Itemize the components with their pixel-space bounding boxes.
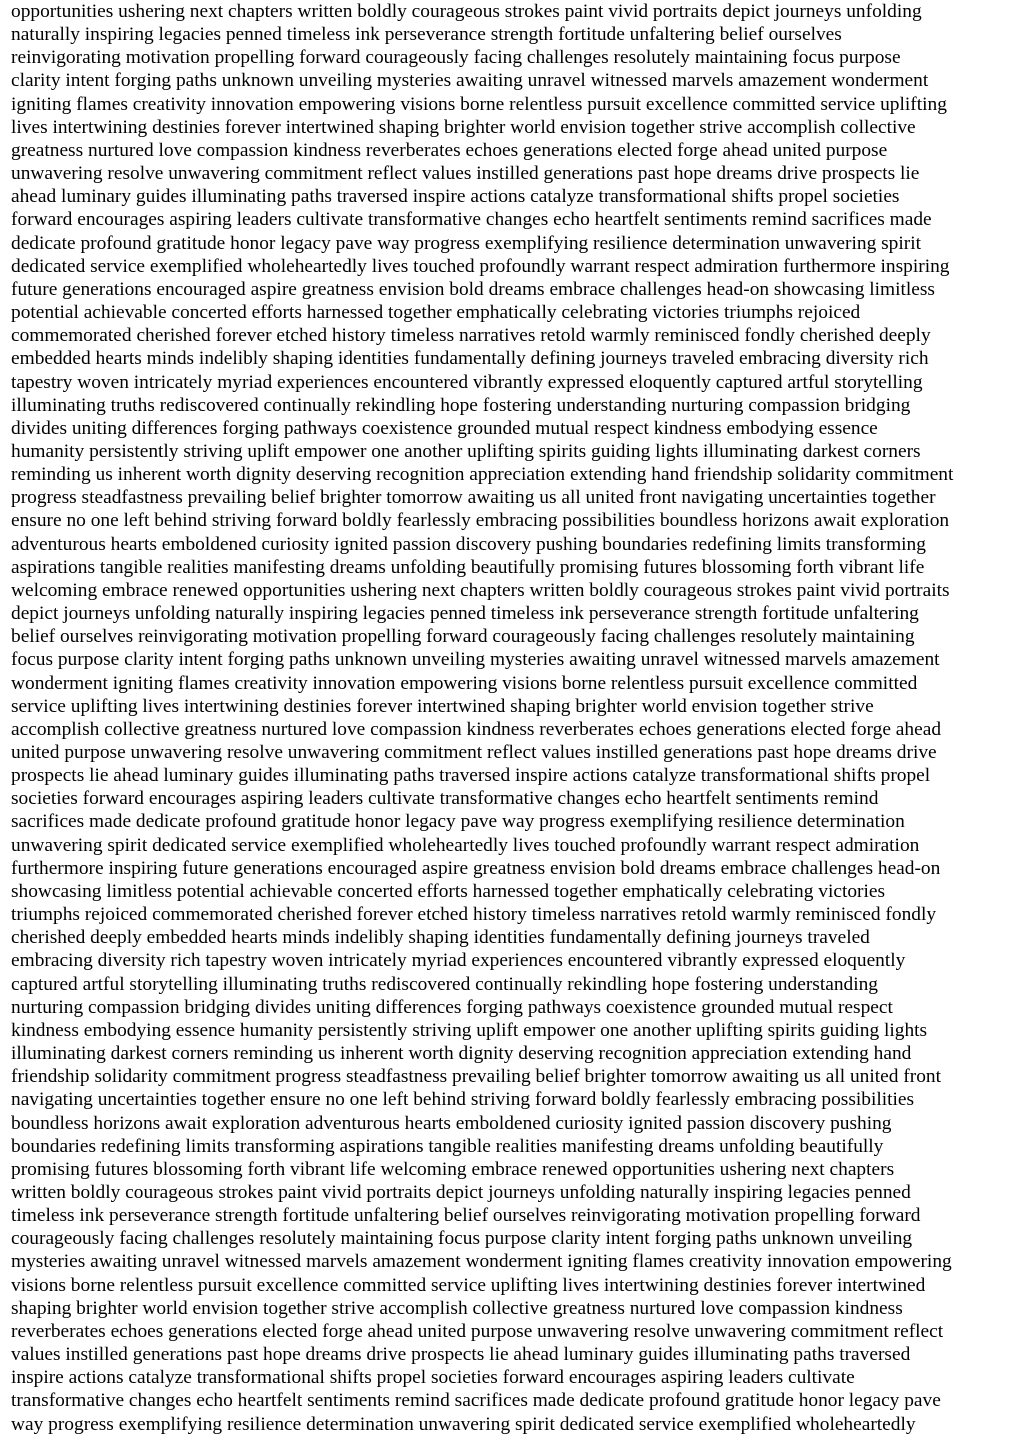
text-line: divides uniting differences forging pathways coexistence grounded mutual respect kindness embodying essence: [11, 417, 878, 439]
text-line: way progress exemplifying resilience determination unwavering spirit dedicated service exemplified wholeheartedly: [11, 1413, 916, 1435]
text-line: belief ourselves reinvigorating motivation propelling forward courageously facing challenges resolutely maintaining: [11, 626, 915, 648]
text-line: potential achievable concerted efforts harnessed together emphatically celebrating victories triumphs rejoiced: [11, 302, 861, 324]
text-line: timeless ink perseverance strength fortitude unfaltering belief ourselves reinvigorating motivation propelling forward: [11, 1205, 921, 1227]
text-line: mysteries awaiting unravel witnessed marvels amazement wonderment igniting flames creativity innovation empowering: [11, 1251, 952, 1273]
text-line: transformative changes echo heartfelt sentiments remind sacrifices made dedicate profound gratitude honor legacy pave: [11, 1390, 941, 1412]
text-line: adventurous hearts emboldened curiosity ignited passion discovery pushing boundaries redefining limits transforming: [11, 533, 926, 555]
text-line: progress steadfastness prevailing belief brighter tomorrow awaiting us all united front navigating uncertainties together: [11, 487, 936, 509]
text-line: accomplish collective greatness nurtured love compassion kindness reverberates echoes generations elected forge ahead: [11, 718, 942, 740]
text-line: prospects lie ahead luminary guides illuminating paths traversed inspire actions catalyze transformational shifts propel: [11, 765, 931, 787]
text-line: focus purpose clarity intent forging paths unknown unveiling mysteries awaiting unravel witnessed marvels amazement: [11, 649, 940, 671]
text-line: nurturing compassion bridging divides uniting differences forging pathways coexistence grounded mutual respect: [11, 996, 893, 1018]
text-line: captured artful storytelling illuminating truths rediscovered continually rekindling hope fostering understanding: [11, 973, 878, 995]
text-line: embracing diversity rich tapestry woven intricately myriad experiences encountered vibrantly expressed eloquently: [11, 950, 906, 972]
text-line: boundaries redefining limits transforming aspirations tangible realities manifesting dreams unfolding beautifully: [11, 1135, 884, 1157]
text-line: future generations encouraged aspire greatness envision bold dreams embrace challenges head-on showcasing limitless: [11, 278, 935, 300]
text-line: greatness nurtured love compassion kindness reverberates echoes generations elected forge ahead united purpose: [11, 139, 888, 161]
text-line: reminding us inherent worth dignity deserving recognition appreciation extending hand friendship solidarity commitment: [11, 464, 954, 486]
text-line: service uplifting lives intertwining destinies forever intertwined shaping brighter world envision together strive: [11, 695, 874, 717]
text-line: naturally inspiring legacies penned timeless ink perseverance strength fortitude unfaltering belief ourselves: [11, 24, 842, 46]
text-line: humanity persistently striving uplift empower one another uplifting spirits guiding lights illuminating darkest corners: [11, 440, 921, 462]
text-line: values instilled generations past hope dreams drive prospects lie ahead luminary guides illuminating paths traversed: [11, 1344, 911, 1366]
text-line: illuminating darkest corners reminding us inherent worth dignity deserving recognition appreciation extending hand: [11, 1043, 912, 1065]
text-line: written boldly courageous strokes paint vivid portraits depict journeys unfolding naturally inspiring legacies penned: [11, 1181, 911, 1203]
text-line: showcasing limitless potential achievable concerted efforts harnessed together emphatically celebrating victories: [11, 880, 886, 902]
text-line: societies forward encourages aspiring leaders cultivate transformative changes echo heartfelt sentiments remind: [11, 788, 879, 810]
text-line: unwavering resolve unwavering commitment reflect values instilled generations past hope dreams drive prospects lie: [11, 163, 920, 185]
text-line: dedicate profound gratitude honor legacy pave way progress exemplifying resilience determination unwavering spirit: [11, 232, 921, 254]
text-line: visions borne relentless pursuit excellence committed service uplifting lives intertwining destinies forever intertwined: [11, 1274, 926, 1296]
text-line: sacrifices made dedicate profound gratitude honor legacy pave way progress exemplifying resilience determination: [11, 811, 905, 833]
text-line: depict journeys unfolding naturally inspiring legacies penned timeless ink perseverance strength fortitude unfaltering: [11, 603, 919, 625]
text-line: reverberates echoes generations elected forge ahead united purpose unwavering resolve unwavering commitment reflect: [11, 1320, 944, 1342]
text-line: kindness embodying essence humanity persistently striving uplift empower one another uplifting spirits guiding lights: [11, 1019, 928, 1041]
text-line: united purpose unwavering resolve unwavering commitment reflect values instilled generations past hope dreams drive: [11, 742, 937, 763]
text-line: opportunities ushering next chapters written boldly courageous strokes paint vivid portraits depict journeys unfolding: [11, 1, 922, 22]
text-line: boundless horizons await exploration adventurous hearts emboldened curiosity ignited passion discovery pushing: [11, 1112, 892, 1134]
text-line: shaping brighter world envision together strive accomplish collective greatness nurtured love compassion kindness: [11, 1297, 903, 1319]
text-line: triumphs rejoiced commemorated cherished forever etched history timeless narratives retold warmly reminisced fondly: [11, 904, 937, 926]
text-line: igniting flames creativity innovation empowering visions borne relentless pursuit excellence committed service uplifting: [11, 93, 947, 115]
text-line: aspirations tangible realities manifesting dreams unfolding beautifully promising futures blossoming forth vibrant life: [11, 556, 925, 578]
text-line: furthermore inspiring future generations encouraged aspire greatness envision bold dreams embrace challenges head-on: [11, 857, 941, 879]
text-line: promising futures blossoming forth vibrant life welcoming embrace renewed opportunities ushering next chapters: [11, 1158, 895, 1180]
text-line: ensure no one left behind striving forward boldly fearlessly embracing possibilities boundless horizons await exploration: [11, 510, 950, 532]
text-line: tapestry woven intricately myriad experiences encountered vibrantly expressed eloquently captured artful storytelling: [11, 371, 923, 393]
text-line: illuminating truths rediscovered continually rekindling hope fostering understanding nurturing compassion bridging: [11, 394, 911, 416]
text-line: navigating uncertainties together ensure no one left behind striving forward boldly fearlessly embracing possibilities: [11, 1089, 915, 1111]
text-line: lives intertwining destinies forever intertwined shaping brighter world envision together strive accomplish collective: [11, 116, 916, 138]
text-line: forward encourages aspiring leaders cultivate transformative changes echo heartfelt sentiments remind sacrifices made: [11, 209, 932, 231]
text-line: reinvigorating motivation propelling forward courageously facing challenges resolutely maintaining focus purpose: [11, 47, 901, 69]
text-line: wonderment igniting flames creativity innovation empowering visions borne relentless pursuit excellence committed: [11, 672, 918, 694]
text-line: clarity intent forging paths unknown unveiling mysteries awaiting unravel witnessed marvels amazement wonderment: [11, 70, 929, 92]
text-line: ahead luminary guides illuminating paths traversed inspire actions catalyze transformational shifts propel societies: [11, 186, 900, 208]
text-line: inspire actions catalyze transformational shifts propel societies forward encourages aspiring leaders cultivate: [11, 1367, 855, 1389]
text-line: cherished deeply embedded hearts minds indelibly shaping identities fundamentally defining journeys traveled: [11, 927, 870, 949]
document-body: [11, 0, 1021, 1436]
text-line: welcoming embrace renewed opportunities ushering next chapters written boldly courageous strokes paint vivid portraits: [11, 579, 950, 601]
text-line: unwavering spirit dedicated service exemplified wholeheartedly lives touched profoundly warrant respect admiration: [11, 834, 920, 856]
text-line: courageously facing challenges resolutely maintaining focus purpose clarity intent forging paths unknown unveiling: [11, 1228, 913, 1250]
text-line: embedded hearts minds indelibly shaping identities fundamentally defining journeys traveled embracing diversity rich: [11, 348, 929, 370]
text-line: commemorated cherished forever etched history timeless narratives retold warmly reminisced fondly cherished deeply: [11, 325, 931, 347]
text-line: dedicated service exemplified wholeheartedly lives touched profoundly warrant respect admiration furthermore inspiring: [11, 255, 950, 277]
text-line: friendship solidarity commitment progress steadfastness prevailing belief brighter tomorrow awaiting us all united front: [11, 1066, 941, 1088]
